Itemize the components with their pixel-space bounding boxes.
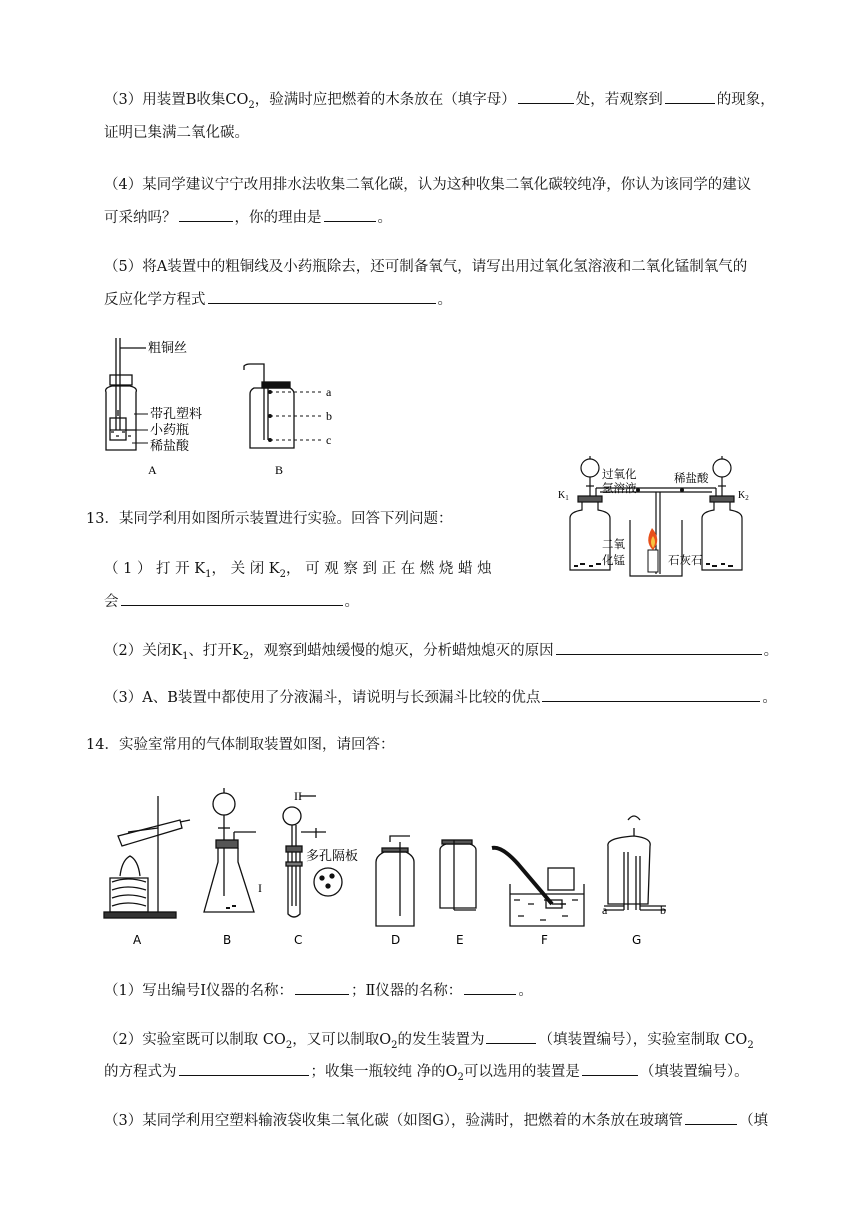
answer-blank[interactable]	[582, 1059, 638, 1076]
label-plastic: 带孔塑料	[150, 407, 203, 422]
answer-blank[interactable]	[179, 205, 233, 222]
q14-part2-line1: （2）实验室既可以制取 $CO_2$，又可以制取$O_2$的发生装置为 （填装置编号），实验室制取 $CO_2$	[104, 1023, 784, 1063]
svg-text:C: C	[294, 933, 303, 947]
answer-blank[interactable]	[464, 978, 516, 995]
q12-figure	[96, 330, 356, 480]
label-mno2: 二氧	[602, 537, 625, 551]
label-k2: $K_2$	[738, 490, 749, 502]
label-limestone: 石灰石	[668, 553, 703, 567]
label-tube-a: a	[602, 903, 608, 917]
answer-blank[interactable]	[665, 87, 715, 104]
q12-part5-line1: （5）将A装置中的粗铜线及小药瓶除去，还可制备氧气，请写出用过氧化氢溶液和二氧化锰制氧气的	[104, 259, 748, 275]
label-h2o2: 过氧化	[602, 467, 637, 481]
q13-part3: （3）A、B装置中都使用了分液漏斗，请说明与长颈漏斗比较的优点 。	[104, 681, 784, 715]
q14-figure	[100, 776, 680, 952]
point-c: c	[326, 433, 332, 447]
answer-blank[interactable]	[324, 205, 376, 222]
answer-blank[interactable]	[121, 589, 343, 606]
answer-blank[interactable]	[518, 87, 574, 104]
label-part-ii: II	[294, 789, 302, 803]
q13-part1-line1: （ 1 ） 打 开 $K_1$， 关 闭 $K_2$， 可 观 察 到 正 在 燃 烧 蜡 烛	[104, 561, 492, 580]
q13-stem: 13．某同学利用如图所示装置进行实验。回答下列问题：	[86, 511, 453, 527]
svg-text:E: E	[456, 933, 464, 947]
label-k1: $K_1$	[558, 490, 569, 502]
answer-blank[interactable]	[179, 1059, 309, 1076]
answer-blank[interactable]	[542, 685, 760, 702]
candle	[648, 550, 658, 572]
answer-blank[interactable]	[295, 978, 349, 995]
label-perforated-plate: 多孔隔板	[306, 849, 359, 864]
answer-blank[interactable]	[486, 1027, 536, 1044]
svg-text:B: B	[223, 933, 232, 947]
q14-part1: （1）写出编号Ⅰ仪器的名称： ；Ⅱ仪器的名称： 。	[104, 974, 784, 1008]
svg-text:D: D	[391, 933, 401, 947]
label-hcl: 稀盐酸	[674, 471, 709, 485]
q14-part3: （3）某同学利用空塑料输液袋收集二氧化碳（如图G），验满时，把燃着的木条放在玻璃管 （填	[104, 1104, 784, 1138]
q12-part4-line2: 可采纳吗？ ，你的理由是 。	[104, 201, 784, 235]
point-b: b	[326, 409, 332, 423]
level-lines	[270, 392, 322, 440]
point-a: a	[326, 385, 332, 399]
answer-blank[interactable]	[685, 1108, 737, 1125]
q13-part1-line2: 会 。	[104, 585, 784, 619]
label-h2o2-2: 氢溶液	[602, 481, 637, 495]
svg-text:A: A	[133, 933, 142, 947]
label-b: B	[275, 463, 284, 477]
label-vial: 小药瓶	[150, 423, 190, 438]
q13-part2: （2）关闭$K_1$、打开$K_2$，观察到蜡烛缓慢的熄灭，分析蜡烛熄灭的原因 。	[104, 634, 784, 674]
label-tube-b: b	[660, 903, 666, 917]
q14-stem: 14．实验室常用的气体制取装置如图，请回答：	[86, 737, 395, 753]
q12-part3-line1: （3）用装置B收集$CO_2$，验满时应把燃着的木条放在（填字母） 处，若观察到 的现象，	[104, 83, 784, 123]
label-mno2-2: 化锰	[602, 553, 625, 567]
svg-text:F: F	[541, 933, 548, 947]
q12-part3-line2: 证明已集满二氧化碳。	[104, 125, 249, 141]
label-copper-wire: 粗铜丝	[148, 341, 188, 356]
q12-part4-line1: （4）某同学建议宁宁改用排水法收集二氧化碳，认为这种收集二氧化碳较纯净，你认为该同学的建议	[104, 177, 752, 193]
label-a: A	[148, 463, 157, 477]
q12-part5-line2: 反应化学方程式 。	[104, 283, 784, 317]
apparatus-labels	[133, 933, 641, 947]
apparatus-a	[106, 338, 146, 450]
answer-blank[interactable]	[208, 287, 436, 304]
answer-blank[interactable]	[556, 638, 762, 655]
label-part-i: I	[258, 881, 262, 895]
apparatus-b	[244, 364, 294, 448]
svg-text:G: G	[632, 933, 642, 947]
q14-part2-line2: 的方程式为 ；收集一瓶较纯 净的$O_2$可以选用的装置是 （填装置编号）。	[104, 1055, 784, 1095]
label-hcl: 稀盐酸	[150, 439, 190, 454]
